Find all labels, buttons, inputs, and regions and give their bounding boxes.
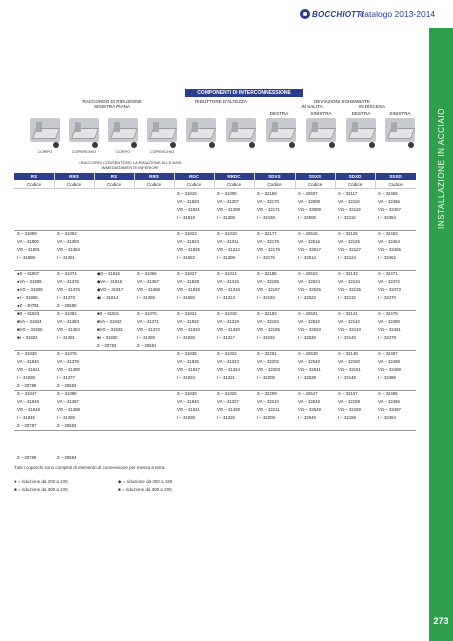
column-header: RRS: [69, 174, 79, 179]
table-cell: S – 31318: [217, 311, 237, 316]
group-riduttore-label: RIDUTTORE D'ALTEZZA: [194, 99, 247, 104]
table-cell: VA – 32508: [298, 199, 320, 204]
sidebar-title: INSTALLAZIONE IN ACCIAIO: [436, 107, 446, 229]
table-cell: VA – 31371: [137, 319, 159, 324]
table-cell: I – 31369: [137, 335, 155, 340]
table-cell: VG – 31384: [57, 327, 80, 332]
table-cell: S – 32201: [257, 351, 277, 356]
table-cell: S – 32169: [257, 191, 277, 196]
spec-badge-icon: [249, 142, 255, 148]
table-cell: VG – 31841: [177, 407, 200, 412]
table-cell: VG – 31901: [17, 247, 40, 252]
table-cell: S – 32531: [298, 311, 318, 316]
table-cell: I – 32538: [298, 375, 316, 380]
table-cell: Z – 30789: [17, 455, 37, 460]
table-cell: VG – 32457: [378, 207, 401, 212]
table-cell: VG – 31316: [217, 287, 240, 292]
table-cell: VG – 31372: [137, 327, 160, 332]
table-cell: VA – 31311: [217, 239, 239, 244]
codice-label: Codice: [347, 182, 363, 187]
table-cell: VG – 32481: [378, 327, 401, 332]
codes-table: [14, 190, 416, 460]
table-cell: VA – 32118: [338, 199, 360, 204]
table-cell: I – 31818: [177, 215, 195, 220]
table-cell: I – 32514: [298, 255, 316, 260]
column-header: RDC: [189, 174, 199, 179]
table-cell: S – 32177: [257, 231, 277, 236]
table-cell: I – 31898: [17, 255, 35, 260]
product-label: COPERCHIO: [71, 149, 97, 154]
table-cell: Z – 30682: [57, 383, 77, 388]
table-cell: VG – 32159: [338, 407, 361, 412]
legend-symbol: ■: [14, 487, 17, 492]
table-cell: VG – 32489: [378, 367, 401, 372]
table-cell: ●Z – 30781: [17, 303, 39, 308]
table-cell: S – 31835: [177, 351, 197, 356]
table-cell: S – 31382: [57, 311, 77, 316]
table-cell: VA – 31319: [217, 319, 239, 324]
table-cell: Z – 30787: [17, 423, 37, 428]
table-cell: S – 32471: [378, 271, 398, 276]
table-cell: I – 31938: [17, 375, 35, 380]
table-cell: VA – 32194: [257, 319, 279, 324]
legend-symbol: ◆: [118, 479, 122, 484]
table-cell: ●S – 31907: [17, 271, 40, 276]
table-cell: VG – 32195: [257, 327, 280, 332]
codice-label: Codice: [226, 182, 242, 187]
table-cell: S – 31947: [17, 391, 37, 396]
table-cell: VG – 32171: [257, 207, 280, 212]
legend-item: [14, 479, 68, 484]
table-cell: I – 32470: [378, 295, 396, 300]
table-cell: I – 32454: [378, 215, 396, 220]
table-cell: S – 32209: [257, 391, 277, 396]
section-sidebar: [429, 28, 453, 641]
table-cell: ◆VA – 31916: [97, 279, 123, 284]
table-cell: ■S – 31923: [17, 311, 40, 316]
table-cell: I – 32132: [338, 295, 356, 300]
table-cell: VG – 31941: [17, 367, 40, 372]
table-cell: VG – 32179: [257, 247, 280, 252]
table-cell: VG – 31320: [217, 327, 240, 332]
codice-label: Codice: [106, 182, 122, 187]
table-cell: S – 31386: [57, 391, 77, 396]
table-cell: S – 32455: [378, 191, 398, 196]
table-cell: VG – 32525: [298, 287, 321, 292]
table-cell: VA – 31315: [217, 279, 239, 284]
table-cell: I – 32530: [298, 335, 316, 340]
table-cell: ■VG – 31925: [17, 327, 43, 332]
table-cell: VA – 32178: [257, 239, 279, 244]
table-cell: VA – 31375: [57, 279, 79, 284]
table-cell: I – 31385: [57, 415, 75, 420]
table-cell: I – 31317: [217, 335, 235, 340]
table-cell: VG – 32533: [298, 327, 321, 332]
table-cell: VG – 31368: [137, 287, 160, 292]
column-header: RS: [110, 174, 118, 179]
column-header: RRS: [149, 174, 159, 179]
table-cell: S – 32523: [298, 271, 318, 276]
table-cell: I – 32208: [257, 415, 275, 420]
table-cell: I – 32184: [257, 295, 275, 300]
table-cell: I – 32478: [378, 335, 396, 340]
table-cell: VA – 31940: [17, 359, 39, 364]
table-cell: I – 32462: [378, 255, 396, 260]
table-cell: VG – 32549: [298, 407, 321, 412]
table-cell: S – 31314: [217, 271, 237, 276]
table-cell: I – 31838: [177, 415, 195, 420]
table-cell: VA – 31367: [137, 279, 159, 284]
table-cell: S – 32547: [298, 391, 318, 396]
product-label: CORPO: [115, 149, 131, 154]
spec-badge-icon: [408, 142, 414, 148]
table-cell: I – 31361: [57, 255, 75, 260]
table-cell: VA – 32464: [378, 239, 400, 244]
column-header: RRDC: [227, 174, 241, 179]
table-cell: I – 32192: [257, 335, 275, 340]
codice-label: Codice: [307, 182, 323, 187]
product-label: CORPO: [37, 149, 53, 154]
table-cell: S – 32185: [257, 271, 277, 276]
table-cell: VG – 31949: [17, 407, 40, 412]
table-cell: VA – 31387: [57, 399, 79, 404]
spec-badge-icon: [369, 142, 375, 148]
table-cell: VG – 31388: [57, 407, 80, 412]
spec-badge-icon: [131, 142, 137, 148]
table-cell: I – 32522: [298, 295, 316, 300]
table-cell: I – 32494: [378, 415, 396, 420]
table-cell: I – 31381: [57, 335, 75, 340]
table-cell: VA – 31307: [217, 199, 239, 204]
table-cell: ■VA – 31932: [97, 319, 122, 324]
table-cell: VA – 32170: [257, 199, 279, 204]
table-cell: S – 31326: [217, 391, 237, 396]
table-cell: I – 32546: [298, 415, 316, 420]
sinistra-salita-label: SINISTRA: [310, 111, 332, 116]
table-cell: VA – 32126: [338, 239, 360, 244]
table-cell: Z – 30684: [57, 455, 77, 460]
column-header: SSXS: [308, 174, 322, 179]
sinistra-discesa-label: SINISTRA: [389, 111, 411, 116]
table-cell: S – 32479: [378, 311, 398, 316]
product-image: [69, 118, 99, 142]
legend-item: [118, 487, 172, 492]
table-cell: I – 31826: [177, 295, 195, 300]
spec-badge-icon: [170, 142, 176, 148]
table-cell: S – 31306: [217, 191, 237, 196]
table-cell: VG – 32127: [338, 247, 361, 252]
table-cell: VA – 32202: [257, 359, 279, 364]
legend-symbol: ■: [118, 487, 121, 492]
table-cell: ■I – 31922: [17, 335, 38, 340]
table-cell: VG – 31837: [177, 367, 200, 372]
sub-discesa-label: IN DISCESA: [358, 104, 386, 109]
logo-icon: [300, 9, 310, 19]
table-cell: S – 32463: [378, 231, 398, 236]
footnote: Tutti i coperchi sono completi di elemento di connessione per messa a terra.: [14, 465, 166, 470]
table-cell: VA – 31820: [177, 199, 199, 204]
table-cell: VA – 31363: [57, 239, 79, 244]
table-cell: ◆S – 31915: [97, 271, 120, 276]
table-cell: I – 31377: [57, 375, 75, 380]
spec-badge-icon: [329, 142, 335, 148]
table-cell: I – 32156: [338, 415, 356, 420]
group-deviazioni-label: DEVIAZIONI SGHEMBATE: [314, 99, 370, 104]
spec-badge-icon: [53, 142, 59, 148]
table-cell: I – 31305: [217, 215, 235, 220]
table-cell: VA – 31379: [57, 359, 79, 364]
table-cell: VG – 32465: [378, 247, 401, 252]
table-cell: VG – 32135: [338, 287, 361, 292]
table-header: [14, 173, 416, 180]
table-cell: I – 31373: [57, 295, 75, 300]
destra-salita-label: DESTRA: [269, 111, 289, 116]
table-cell: S – 31839: [177, 391, 197, 396]
table-cell: S – 32117: [338, 191, 358, 196]
product-image: [385, 118, 415, 142]
table-cell: ◆VG – 31917: [97, 287, 124, 292]
legend-item: [14, 487, 68, 492]
table-cell: S – 32495: [378, 391, 398, 396]
table-cell: VA – 32142: [338, 319, 360, 324]
table-cell: ■VA – 31924: [17, 319, 42, 324]
spec-badge-icon: [289, 142, 295, 148]
table-cell: VG – 31364: [57, 247, 80, 252]
table-cell: VG – 32119: [338, 207, 361, 212]
table-cell: S – 31370: [137, 311, 157, 316]
table-cell: VA – 31900: [17, 239, 39, 244]
table-cell: VG – 32143: [338, 327, 361, 332]
table-cell: I – 32124: [338, 255, 356, 260]
table-cell: VA – 31824: [177, 239, 199, 244]
table-cell: S – 31899: [17, 231, 37, 236]
table-cell: ■VG – 31933: [97, 327, 123, 332]
table-cell: VG – 31829: [177, 287, 200, 292]
table-cell: S – 32133: [338, 271, 358, 276]
table-cell: S – 31362: [57, 231, 77, 236]
table-cell: I – 32148: [338, 375, 356, 380]
table-cell: S – 31827: [177, 271, 197, 276]
table-cell: S – 32193: [257, 311, 277, 316]
table-cell: VG – 31821: [177, 207, 200, 212]
product-image: [346, 118, 376, 142]
product-image: [306, 118, 336, 142]
table-cell: VG – 32203: [257, 367, 280, 372]
table-cell: VG – 31825: [177, 247, 200, 252]
table-cell: S – 31819: [177, 191, 197, 196]
table-cell: S – 31366: [137, 271, 157, 276]
table-cell: VA – 31832: [177, 319, 199, 324]
table-cell: VG – 32211: [257, 407, 280, 412]
table-cell: ●VA – 31908: [17, 279, 42, 284]
table-cell: I – 31309: [217, 255, 235, 260]
group-raccordo-label: RACCORDO DI RIDUZIONE SINISTRA PIANA: [82, 99, 142, 109]
table-cell: VA – 32488: [378, 359, 400, 364]
product-image: [186, 118, 216, 142]
table-cell: I – 31365: [137, 295, 155, 300]
table-cell: I – 31830: [177, 335, 195, 340]
table-cell: S – 32125: [338, 231, 358, 236]
table-cell: VA – 31327: [217, 399, 239, 404]
spec-badge-icon: [92, 142, 98, 148]
table-cell: S – 32507: [298, 191, 318, 196]
section-title: COMPONENTI DI INTERCONNESSIONE: [185, 89, 303, 97]
table-cell: VG – 32541: [298, 367, 321, 372]
table-cell: Z – 30683: [57, 423, 77, 428]
product-image: [266, 118, 296, 142]
product-label: COPERCHIO: [149, 149, 175, 154]
destra-discesa-label: DESTRA: [351, 111, 371, 116]
table-cell: I – 32486: [378, 375, 396, 380]
column-header: SDXD: [348, 174, 362, 179]
sidebar-title-wrap: [429, 28, 453, 308]
codice-label: Codice: [66, 182, 82, 187]
table-cell: I – 32200: [257, 375, 275, 380]
table-cell: VG – 32473: [378, 287, 401, 292]
legend-item: [118, 479, 172, 485]
table-cell: ◆I – 31914: [97, 295, 119, 300]
table-cell: VA – 32186: [257, 279, 279, 284]
table-cell: S – 32141: [338, 311, 358, 316]
table-cell: I – 31834: [177, 375, 195, 380]
page-header: [0, 0, 453, 30]
brand-logo: [300, 9, 364, 19]
table-cell: ■I – 31930: [97, 335, 118, 340]
table-cell: S – 31378: [57, 351, 77, 356]
table-cell: VA – 31383: [57, 319, 79, 324]
table-cell: S – 31310: [217, 231, 237, 236]
codice-label: Codice: [26, 182, 42, 187]
column-header: RS: [30, 174, 38, 179]
table-cell: VA – 32524: [298, 279, 320, 284]
table-cell: VA – 32540: [298, 359, 320, 364]
table-cell: VA – 32158: [338, 399, 360, 404]
table-cell: Z – 30783: [97, 343, 117, 348]
product-image: [226, 118, 256, 142]
codice-label: Codice: [388, 182, 403, 187]
sub-salita-label: IN SALITA: [301, 104, 323, 109]
table-cell: VA – 32150: [338, 359, 360, 364]
table-cell: I – 31822: [177, 255, 195, 260]
product-image: [108, 118, 138, 142]
spec-badge-icon: [209, 142, 215, 148]
codice-row: [14, 181, 416, 189]
table-cell: I – 32506: [298, 215, 316, 220]
column-header: SDXS: [268, 174, 281, 179]
table-cell: S – 32515: [298, 231, 318, 236]
table-cell: I – 32176: [257, 255, 275, 260]
product-image: [30, 118, 60, 142]
table-cell: S – 32487: [378, 351, 398, 356]
raccordo-note: I RACCORDI CONSENTONO LA RIDUZIONE ALLE BASI IMMEDIATAMENTE INFERIORI: [78, 160, 182, 170]
table-cell: VA – 32472: [378, 279, 400, 284]
codice-label: Codice: [146, 182, 162, 187]
table-cell: Z – 30680: [57, 303, 77, 308]
table-cell: Z – 30681: [137, 343, 157, 348]
codice-label: Codice: [186, 182, 202, 187]
table-cell: S – 31823: [177, 231, 197, 236]
table-cell: S – 32149: [338, 351, 358, 356]
table-cell: VA – 32456: [378, 199, 400, 204]
table-cell: VA – 32210: [257, 399, 279, 404]
table-cell: I – 32116: [338, 215, 356, 220]
brand-name: BOCCHIOTTI: [312, 9, 364, 19]
table-cell: S – 31374: [57, 271, 77, 276]
row-group-divider: [14, 430, 416, 431]
table-cell: VA – 32480: [378, 319, 400, 324]
legend-symbol: ●: [14, 479, 17, 484]
table-cell: VG – 32497: [378, 407, 401, 412]
legend-text: = riduzione da 300 a 100: [17, 487, 68, 492]
table-cell: Z – 30785: [17, 383, 37, 388]
product-image: [147, 118, 177, 142]
table-cell: VG – 31312: [217, 247, 240, 252]
table-cell: VA – 32496: [378, 399, 400, 404]
table-cell: VA – 32532: [298, 319, 320, 324]
table-cell: VA – 31840: [177, 399, 199, 404]
legend-text: = riduzione da 300 a 150: [122, 479, 173, 484]
table-cell: VG – 32187: [257, 287, 280, 292]
table-cell: VG – 32517: [298, 247, 321, 252]
table-cell: VA – 32516: [298, 239, 320, 244]
table-cell: S – 32157: [338, 391, 358, 396]
legend-text: = riduzione da 200 a 100: [17, 479, 68, 484]
table-cell: VA – 31948: [17, 399, 39, 404]
table-cell: ■S – 31931: [97, 311, 120, 316]
table-cell: VG – 32509: [298, 207, 321, 212]
table-cell: VA – 31836: [177, 359, 199, 364]
table-cell: VG – 31833: [177, 327, 200, 332]
table-cell: S – 31939: [17, 351, 37, 356]
table-cell: I – 31321: [217, 375, 235, 380]
table-cell: S – 31831: [177, 311, 197, 316]
page-number: 273: [433, 616, 449, 626]
table-cell: S – 32539: [298, 351, 318, 356]
table-cell: I – 32140: [338, 335, 356, 340]
table-cell: VA – 32134: [338, 279, 360, 284]
codice-label: Codice: [267, 182, 282, 187]
table-cell: VG – 32151: [338, 367, 361, 372]
column-header: SSXD: [389, 174, 402, 179]
table-cell: VG – 31380: [57, 367, 80, 372]
table-cell: VG – 31376: [57, 287, 80, 292]
table-cell: ●VG – 31909: [17, 287, 43, 292]
table-cell: I – 32168: [257, 215, 275, 220]
table-cell: VG – 31324: [217, 367, 240, 372]
table-cell: VA – 31828: [177, 279, 199, 284]
legend-text: = riduzione da 300 a 200: [121, 487, 172, 492]
table-cell: I – 31313: [217, 295, 235, 300]
table-cell: I – 31325: [217, 415, 235, 420]
table-cell: I – 31946: [17, 415, 35, 420]
table-cell: VG – 31308: [217, 207, 240, 212]
catalog-label: catalogo 2013-2014: [360, 9, 436, 19]
table-cell: S – 31322: [217, 351, 237, 356]
table-cell: VA – 32548: [298, 399, 320, 404]
table-cell: VA – 31323: [217, 359, 239, 364]
table-cell: VG – 31328: [217, 407, 240, 412]
table-cell: ●I – 31906: [17, 295, 38, 300]
